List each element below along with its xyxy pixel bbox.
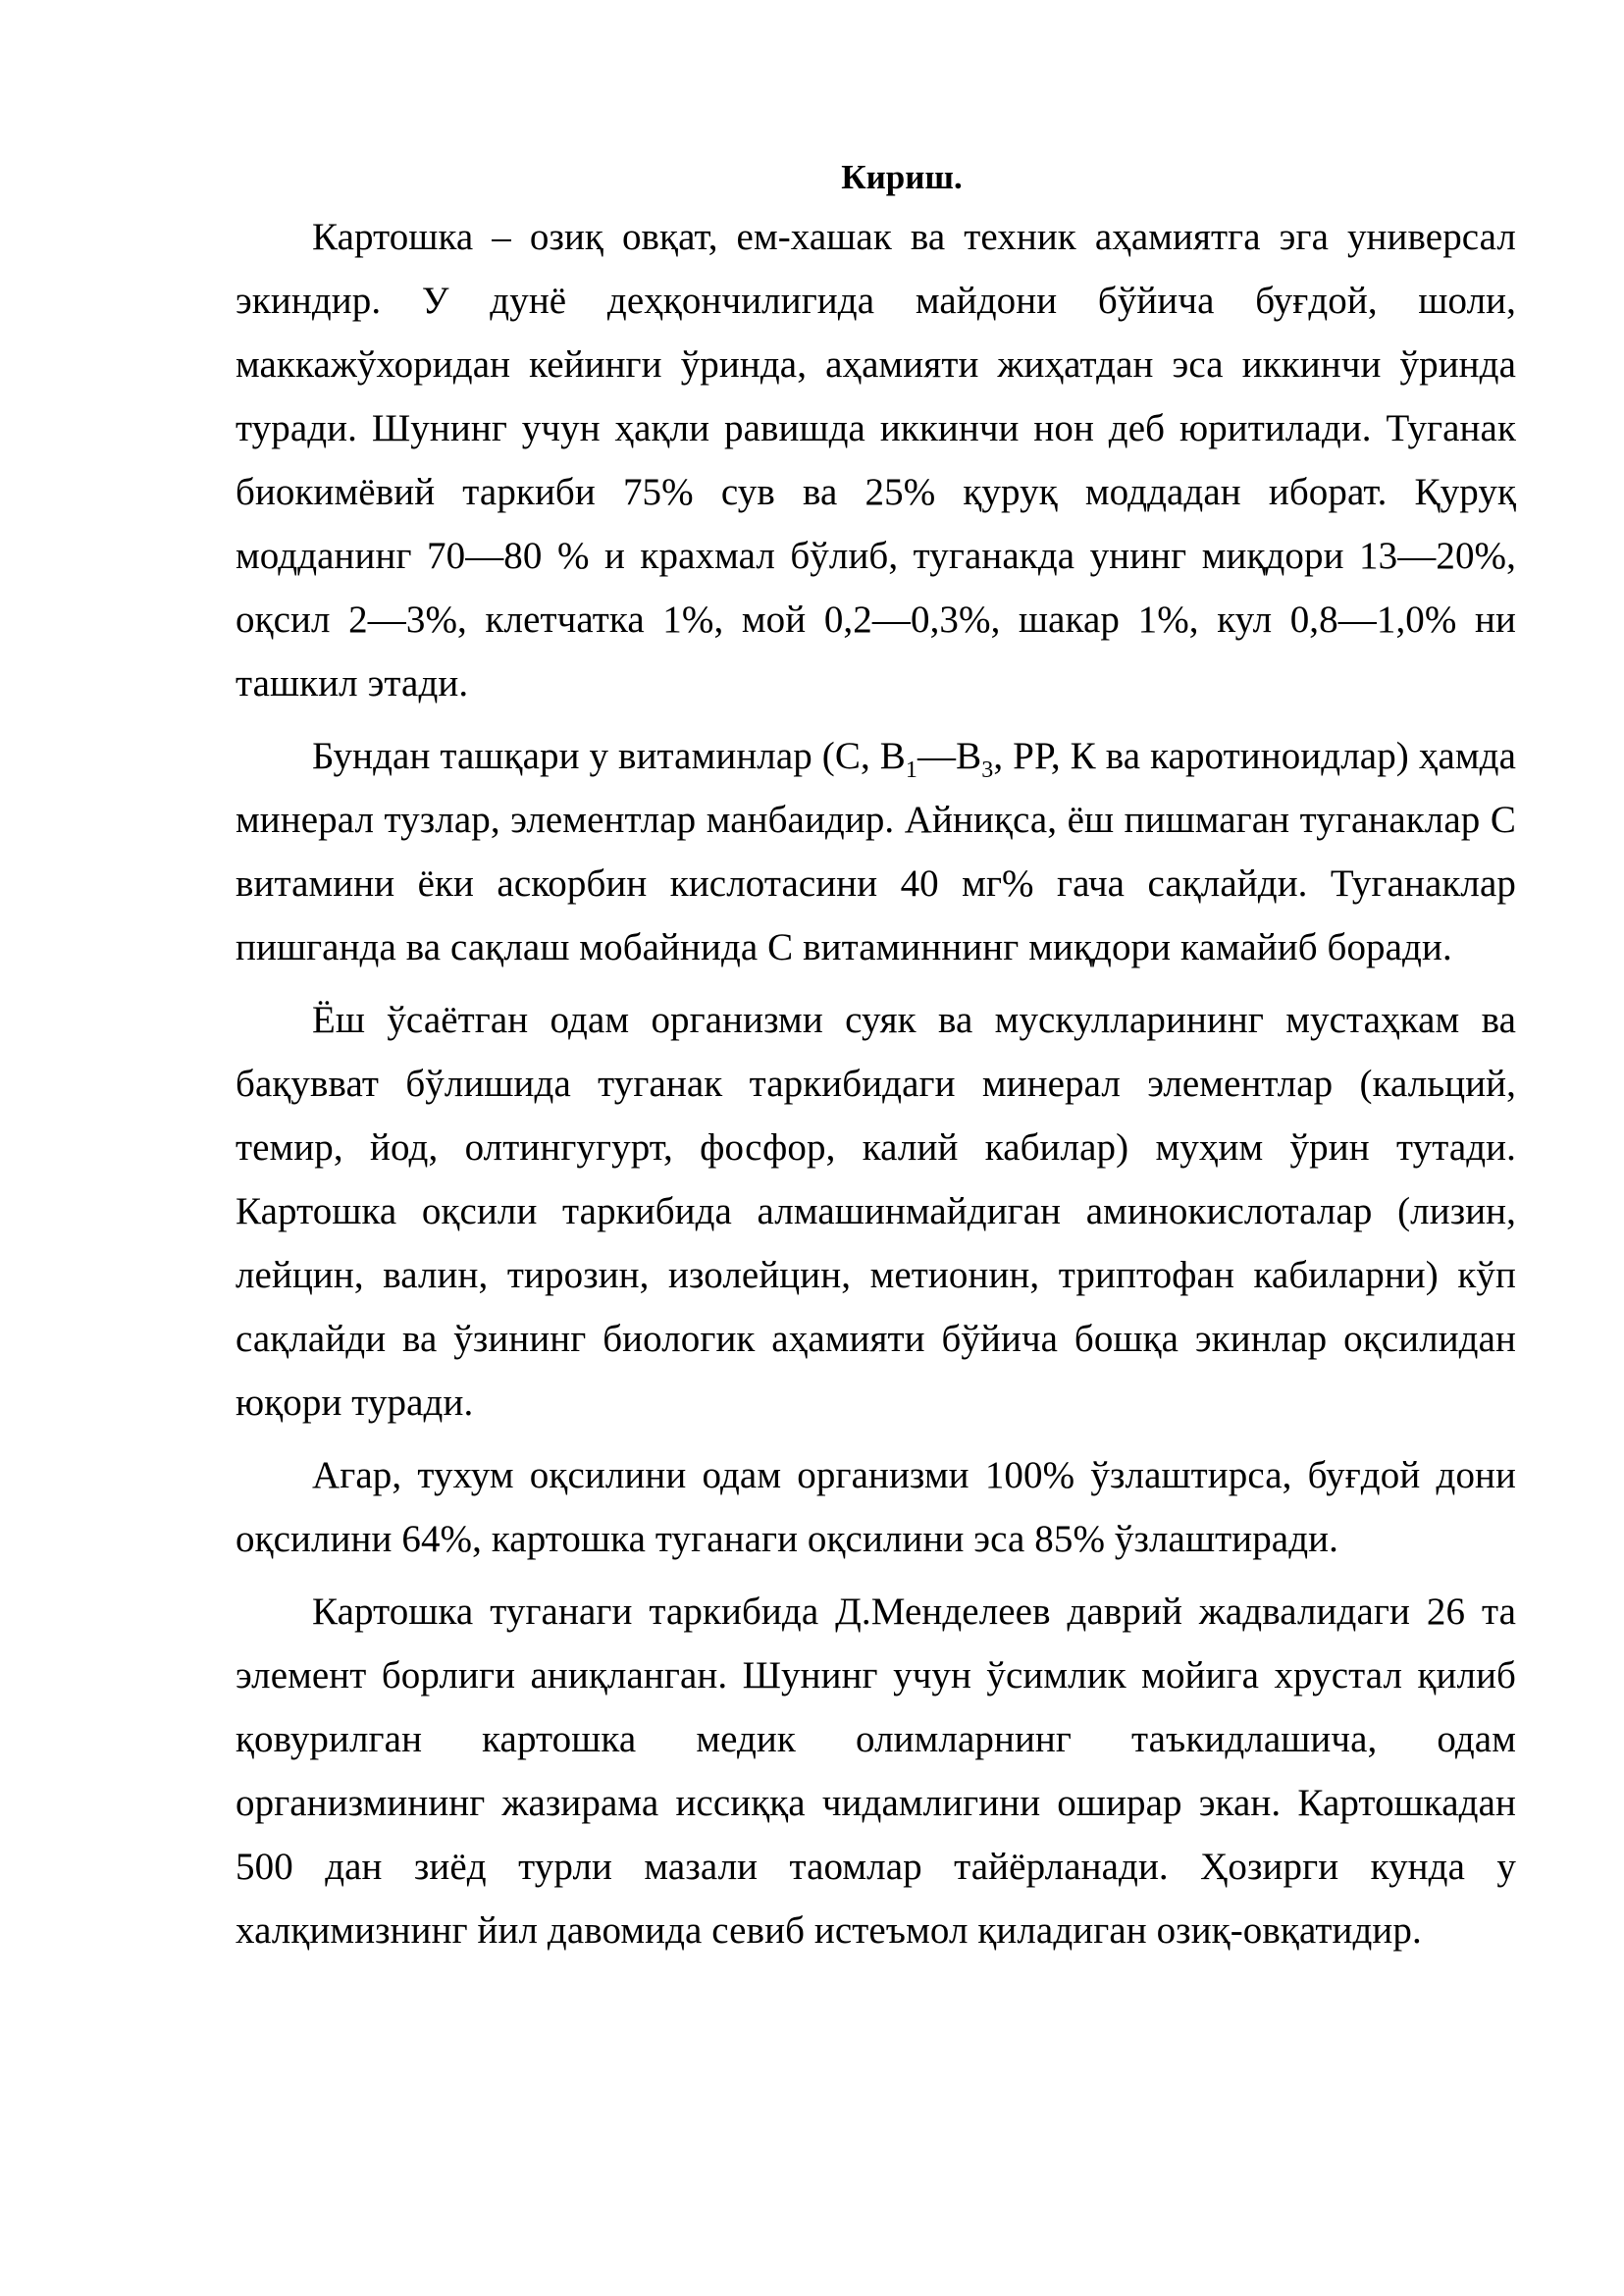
paragraph-text: Картошка – озиқ овқат, ем-хашак ва техник аҳамиятга эга универсал экиндир. У дунё деҳқончилигида майдони бўйича буғдой, шоли, маккажўхоридан кейинги ўринда, аҳамияти жиҳатдан эса иккинчи ўринда туради. Шунинг учун ҳақли равишда иккинчи нон деб юритилади. Туганак биокимёвий таркиби 75% сув ва 25% қуруқ моддадан иборат. Қуруқ модданинг 70—80 % и крахмал бўлиб, туганакда унинг миқдори 13—20%, оқсил 2—3%, клетчатка 1%, мой 0,2—0,3%, шакар 1%, кул 0,8—1,0% ни ташкил этади. bbox=[236, 216, 1516, 704]
paragraph-text: Бундан ташқари у витаминлар (С, В bbox=[312, 735, 906, 777]
body-paragraph bbox=[236, 988, 1516, 1435]
subscript-text: 3 bbox=[981, 757, 994, 783]
text-block bbox=[236, 149, 1516, 1971]
paragraph-text: Ёш ўсаётган одам организми суяк ва мускулларининг мустаҳкам ва бақувват бўлишида туганак таркибидаги минерал элементлар (кальций, темир, йод, олтингугурт, фосфор, калий кабилар) муҳим ўрин тутади. Картошка оқсили таркибида алмашинмайдиган аминокислоталар (лизин, лейцин, валин, тирозин, изолейцин, метионин, триптофан кабиларни) кўп сақлайди ва ўзининг биологик аҳамияти бўйича бошқа экинлар оқсилидан юқори туради. bbox=[236, 999, 1516, 1424]
page-title: Кириш. bbox=[841, 158, 963, 196]
paragraph-text: Агар, тухум оқсилини одам организми 100% ўзлаштирса, буғдой дони оқсилини 64%, картошка туганаги оқсилини эса 85% ўзлаштиради. bbox=[236, 1454, 1516, 1560]
paragraph-text: Картошка туганаги таркибида Д.Менделеев даврий жадвалидаги 26 та элемент борлиги аниқланган. Шунинг учун ўсимлик мойига хрустал қилиб қовурилган картошка медик олимларнинг таъкидлашича, одам организмининг жазирама иссиққа чидамлигини оширар экан. Картошкадан 500 дан зиёд турли мазали таомлар тайёрланади. Ҳозирги кунда у халқимизнинг йил давомида севиб истеъмол қиладиган озиқ-овқатидир. bbox=[236, 1591, 1516, 1952]
paragraph-list bbox=[236, 205, 1516, 1962]
paragraph-text: , РР, К ва каротиноидлар) ҳамда минерал тузлар, элементлар манбаидир. Айниқса, ёш пишмаган туганаклар С витамини ёки аскорбин кислотасини 40 мг% гача сақлайди. Туганаклар пишганда ва сақлаш мобайнида С витаминнинг миқдори камайиб боради. bbox=[236, 735, 1516, 968]
body-paragraph bbox=[236, 205, 1516, 715]
body-paragraph bbox=[236, 1580, 1516, 1962]
body-paragraph bbox=[236, 1443, 1516, 1571]
subscript-text: 1 bbox=[905, 757, 918, 783]
body-paragraph bbox=[236, 724, 1516, 979]
paragraph-text: —В bbox=[917, 735, 982, 777]
